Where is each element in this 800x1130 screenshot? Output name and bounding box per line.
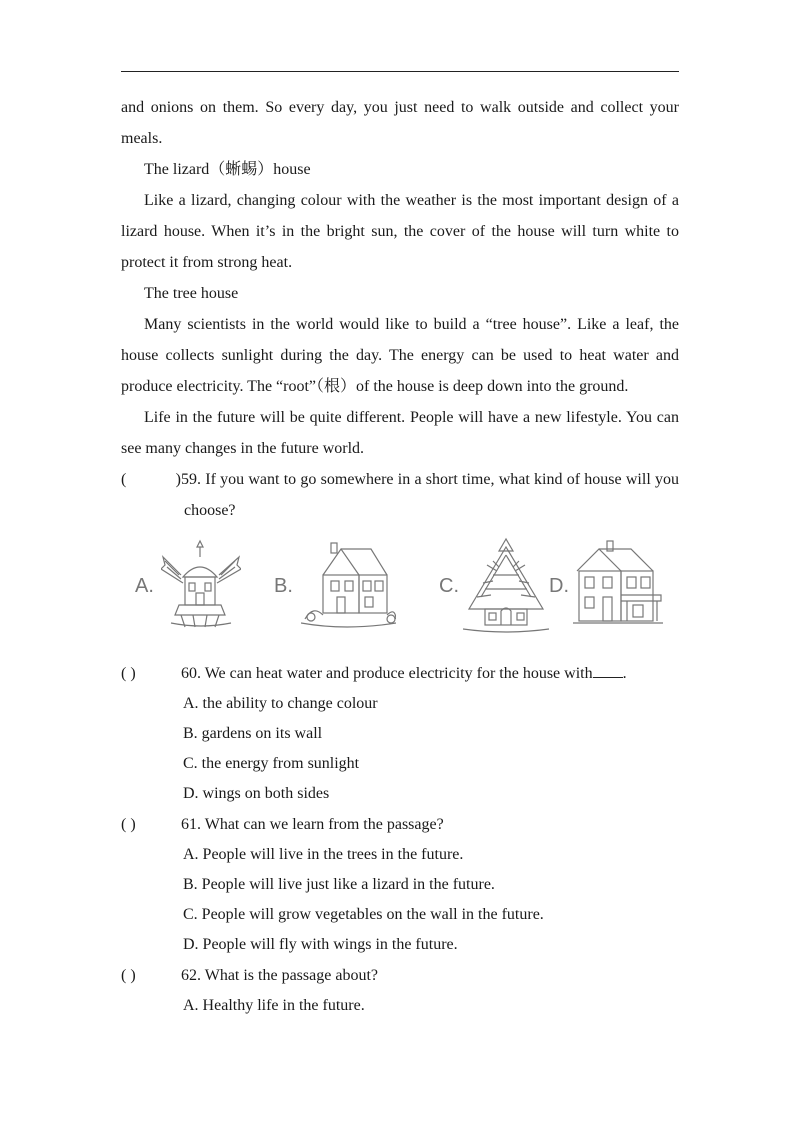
passage-line: house collects sunlight during the day. The energy can be used to heat water and	[121, 347, 679, 364]
question-60-stem: ( ) 60. We can heat water and produce electricity for the house with .	[121, 658, 679, 689]
passage-line: Many scientists in the world would like to build a “tree house”. Like a leaf, the	[144, 316, 679, 333]
question-59-stem-cont: choose?	[184, 502, 236, 519]
questions-section	[121, 658, 679, 1021]
picture-label-d: D.	[549, 575, 569, 597]
answer-paren[interactable]: ( )	[121, 816, 136, 833]
question-61-stem: ( ) 61. What can we learn from the passage?	[121, 809, 679, 840]
passage-line: Life in the future will be quite different. People will have a new lifestyle. You can	[144, 409, 679, 426]
question-59-stem: ( )59. If you want to go somewhere in a short time, what kind of house will you	[121, 464, 679, 495]
page-content	[121, 92, 679, 526]
option-b: B. People will live just like a lizard in the future.	[183, 876, 495, 893]
option-d: D. wings on both sides	[183, 785, 330, 802]
picture-label-c: C.	[439, 575, 459, 597]
passage-line: produce electricity. The “root”（根）of the house is deep down into the ground.	[121, 378, 629, 395]
passage-line: meals.	[121, 130, 163, 147]
option-a: A. the ability to change colour	[183, 695, 378, 712]
picture-label-a: A.	[135, 575, 154, 597]
answer-paren[interactable]: ( )	[121, 967, 136, 984]
passage-line: protect it from strong heat.	[121, 254, 293, 271]
option-b: B. gardens on its wall	[183, 725, 323, 742]
tree-house-icon	[463, 535, 549, 633]
option-d: D. People will fly with wings in the future.	[183, 936, 458, 953]
picture-label-b: B.	[274, 575, 293, 597]
section-title-lizard: The lizard（蜥蜴）house	[144, 161, 311, 178]
answer-paren[interactable]: ( )	[121, 471, 181, 488]
option-c: C. People will grow vegetables on the wall in the future.	[183, 906, 544, 923]
option-c: C. the energy from sunlight	[183, 755, 360, 772]
garden-house-icon	[301, 535, 396, 630]
question-59-pictures	[121, 535, 679, 635]
passage-line: see many changes in the future world.	[121, 440, 365, 457]
winged-house-icon	[161, 535, 241, 630]
passage-line: Like a lizard, changing colour with the weather is the most important design of a	[144, 192, 679, 209]
header-rule	[121, 71, 679, 72]
passage-line: and onions on them. So every day, you just need to walk outside and collect your	[121, 99, 679, 116]
answer-blank[interactable]	[593, 663, 623, 678]
question-62-stem: ( ) 62. What is the passage about?	[121, 960, 679, 991]
option-a: A. Healthy life in the future.	[183, 997, 365, 1014]
section-title-tree: The tree house	[144, 285, 239, 302]
answer-paren[interactable]: ( )	[121, 665, 136, 682]
option-a: A. People will live in the trees in the future.	[183, 846, 464, 863]
passage-line: lizard house. When it’s in the bright sun, the cover of the house will turn white to	[121, 223, 679, 240]
lizard-house-icon	[573, 535, 663, 630]
